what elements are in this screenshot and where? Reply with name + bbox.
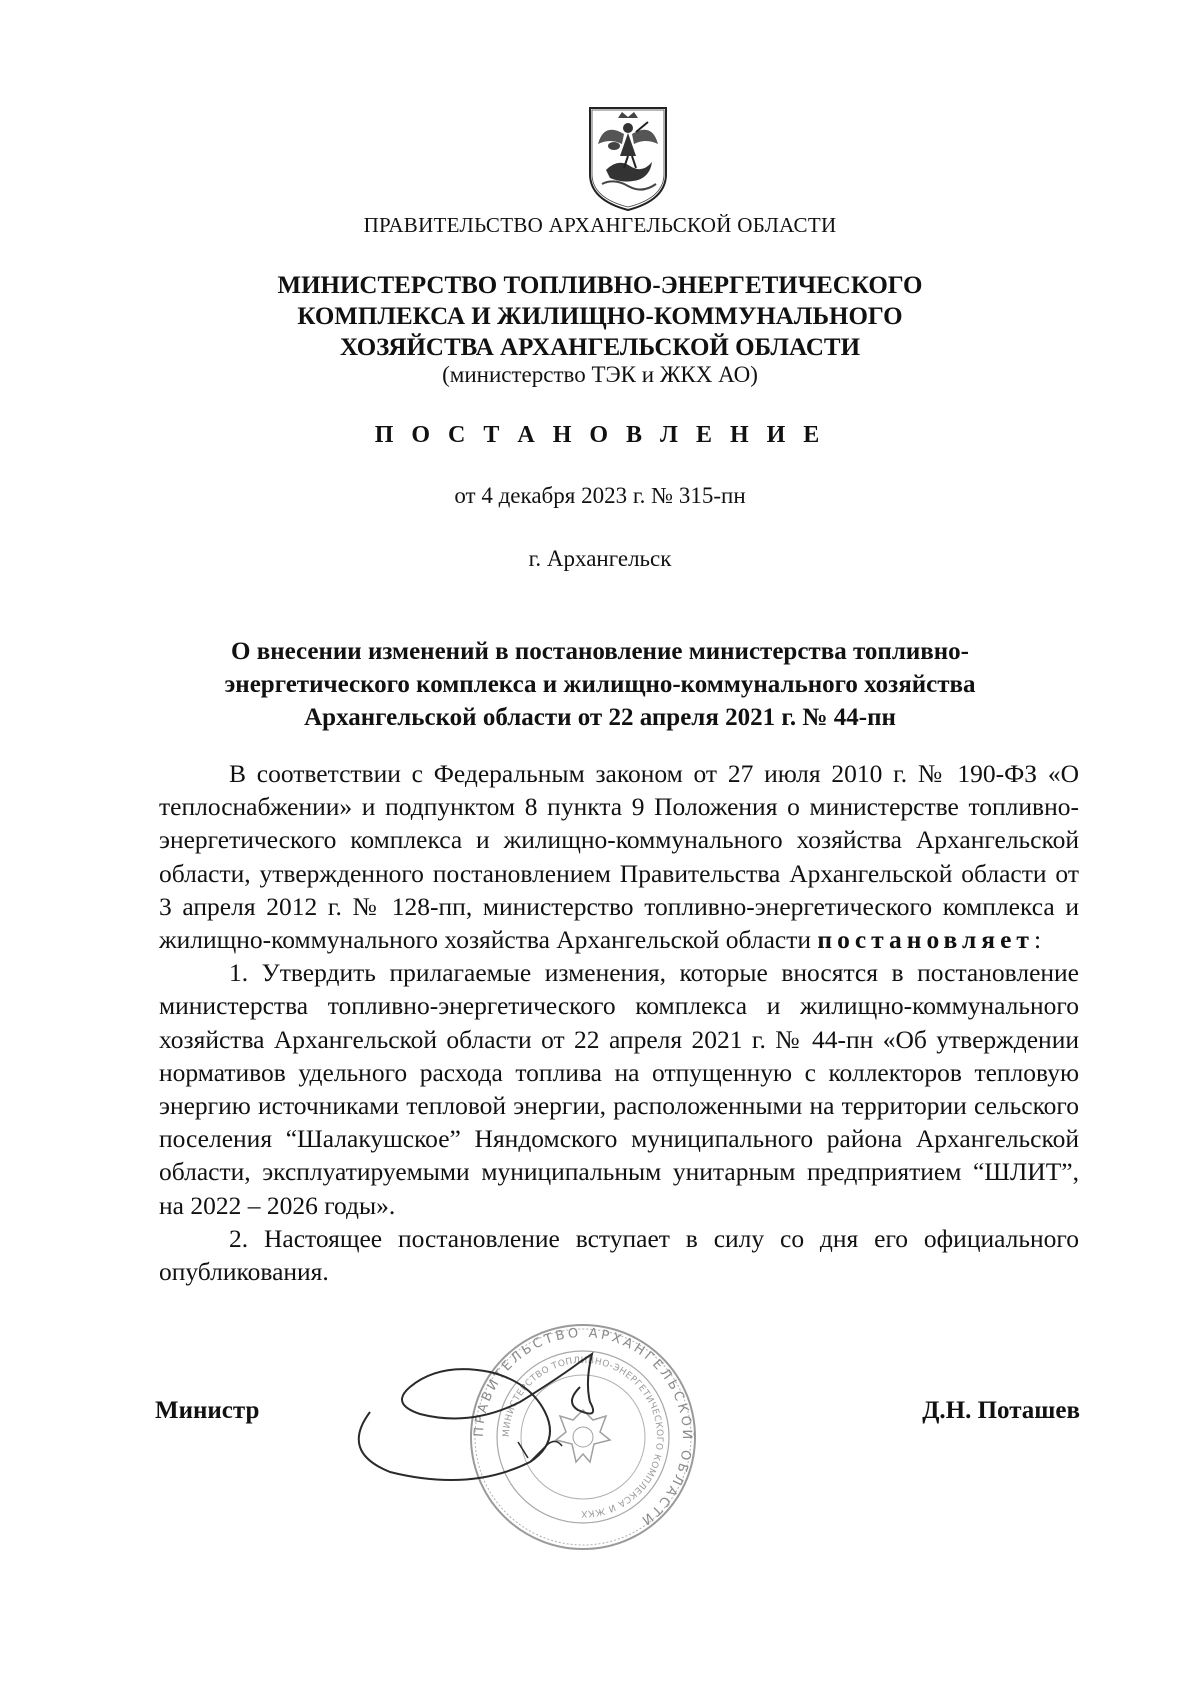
preamble-paragraph [159, 757, 1079, 956]
document-body [159, 757, 1079, 1288]
ministry-line: МИНИСТЕРСТВО ТОПЛИВНО-ЭНЕРГЕТИЧЕСКОГО [277, 272, 923, 299]
svg-text:МИНИСТЕРСТВО ТОПЛИВНО-ЭНЕРГЕТИ: МИНИСТЕРСТВО ТОПЛИВНО-ЭНЕРГЕТИЧЕСКОГО КОМПЛЕКСА И ЖКХ [501, 1355, 665, 1519]
coat-of-arms-icon [584, 104, 672, 212]
decree-colon: : [1033, 925, 1042, 955]
signatory-name: Д.Н. Поташев [922, 1397, 1080, 1424]
document-date-number: от 4 декабря 2023 г. № 315-пн [454, 483, 746, 508]
ministry-line: КОМПЛЕКСА И ЖИЛИЩНО-КОММУНАЛЬНОГО [297, 303, 903, 330]
item-2-paragraph: 2. Настоящее постановление вступает в силу со дня его официального опубликования. [159, 1223, 1079, 1287]
subject-line: О внесении изменений в постановление министерства топливно- [231, 638, 969, 665]
document-subject [0, 635, 1200, 734]
ministry-short-name: (министерство ТЭК и ЖКХ АО) [442, 362, 758, 387]
document-city: г. Архангельск [528, 546, 672, 571]
preamble-text: В соответствии с Федеральным законом от 27 июля 2010 г. № 190-ФЗ «О теплоснабжении» и подпунктом 8 пункта 9 Положения о министерстве топливно-энергетического комплекса и жилищно-коммунального хозяйства Архангельской области, утвержденного постановлением Правительства Архангельской области от 3 апреля 2012 г. № 128-пп, министерство топливно-энергетического комплекса и жилищно-коммунального хозяйства Архангельской области [159, 759, 1079, 955]
ministry-name [0, 270, 1200, 363]
svg-text:ПРАВИТЕЛЬСТВО АРХАНГЕЛЬСКОЙ ОБ: ПРАВИТЕЛЬСТВО АРХАНГЕЛЬСКОЙ ОБЛАСТИ [471, 1325, 695, 1530]
subject-line: Архангельской области от 22 апреля 2021 г. № 44-пн [304, 704, 896, 731]
handwritten-signature-icon [330, 1342, 660, 1492]
decree-word: постановляет [817, 925, 1034, 955]
subject-line: энергетического комплекса и жилищно-коммунального хозяйства [224, 671, 976, 698]
document-type: П О С Т А Н О В Л Е Н И Е [374, 422, 826, 448]
signatory-title: Министр [155, 1397, 260, 1424]
item-1-paragraph: 1. Утвердить прилагаемые изменения, которые вносятся в постановление министерства топливно-энергетического комплекса и жилищно-коммунального хозяйства Архангельской области от 22 апреля 2021 г. № 44-пн «Об утверждении нормативов удельного расхода топлива на отпущенную с коллекторов тепловую энергию источниками тепловой энергии, расположенными на территории сельского поселения “Шалакушское” Няндомского муниципального района Архангельской области, эксплуатируемыми муниципальным унитарным предприятием “ШЛИТ”, на 2022 – 2026 годы». [159, 958, 1079, 1220]
ministry-line: ХОЗЯЙСТВА АРХАНГЕЛЬСКОЙ ОБЛАСТИ [339, 334, 861, 361]
government-name: ПРАВИТЕЛЬСТВО АРХАНГЕЛЬСКОЙ ОБЛАСТИ [363, 213, 837, 237]
